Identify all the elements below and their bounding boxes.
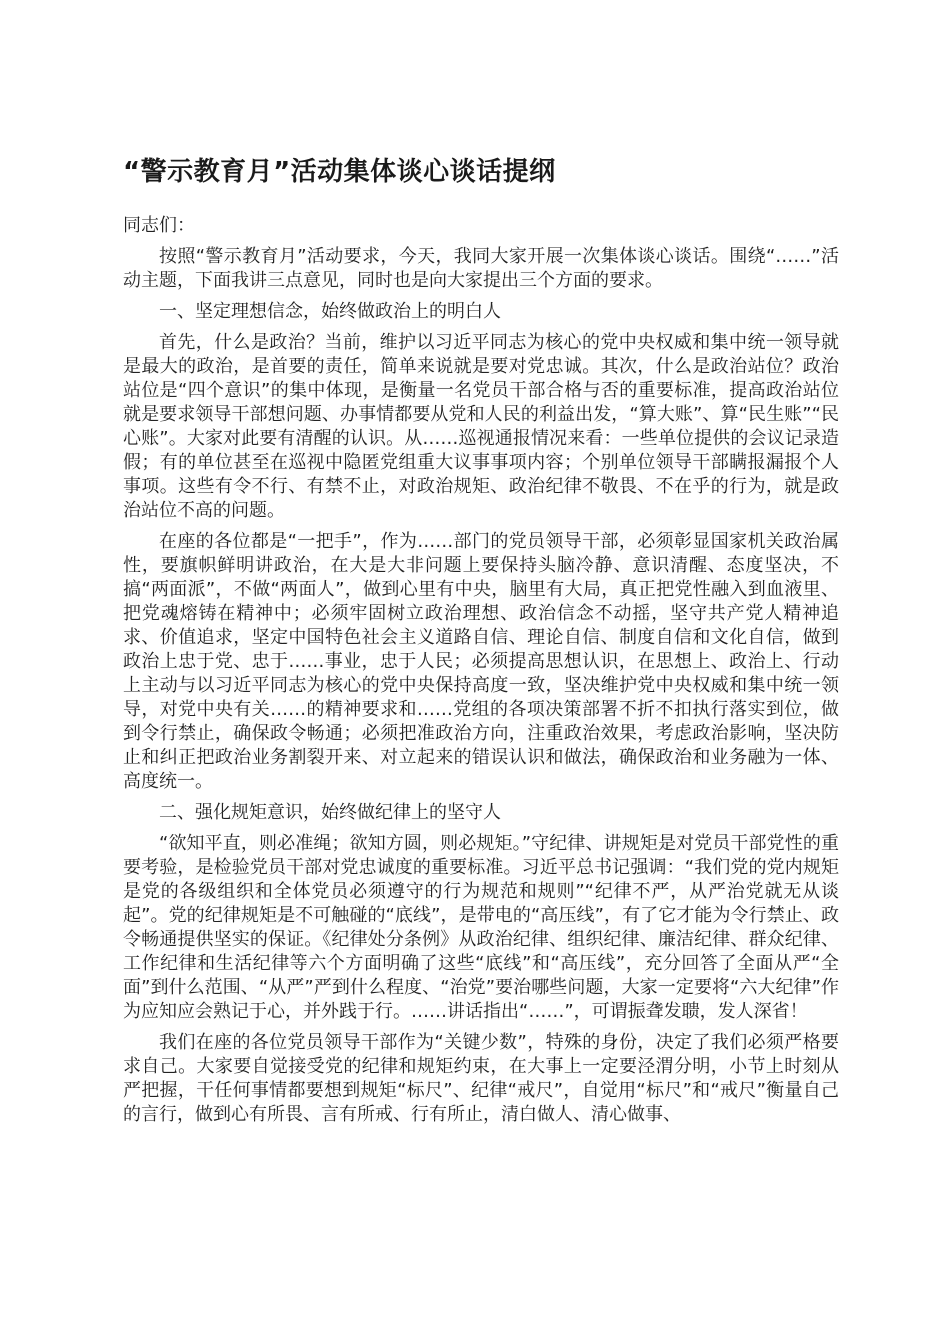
section-heading-1: 一、坚定理想信念，始终做政治上的明白人: [159, 301, 501, 322]
section-2-paragraph-2: 我们在座的各位党员领导干部作为“关键少数”，特殊的身份，决定了我们必须严格要求自己。大家要自觉接受党的纪律和规矩约束，在大事上一定要泾渭分明，小节上时刻从严把握，干任何事情都要想到规矩“标尺”、纪律“戒尺”，自觉用“标尺”和“戒尺”衡量自己的言行，做到心有所畏、言有所戒、行有所止，清白做人、清心做事、: [123, 1032, 839, 1125]
document-title: “警示教育月”活动集体谈心谈话提纲: [123, 157, 556, 187]
intro-paragraph: 按照“警示教育月”活动要求，今天，我同大家开展一次集体谈心谈话。围绕“……”活动主题，下面我讲三点意见，同时也是向大家提出三个方面的要求。: [123, 246, 839, 291]
section-1-paragraph-2: 在座的各位都是“一把手”，作为……部门的党员领导干部，必须彰显国家机关政治属性，要旗帜鲜明讲政治，在大是大非问题上要保持头脑冷静、意识清醒、态度坚决，不搞“两面派”，不做“两面人”，做到心里有中央，脑里有大局，真正把党性融入到血液里、把党魂熔铸在精神中；必须牢固树立政治理想、政治信念不动摇，坚守共产党人精神追求、价值追求，坚定中国特色社会主义道路自信、理论自信、制度自信和文化自信，做到政治上忠于党、忠于……事业，忠于人民；必须提高思想认识，在思想上、政治上、行动上主动与以习近平同志为核心的党中央保持高度一致，坚决维护党中央权威和集中统一领导，对党中央有关……的精神要求和……党组的各项决策部署不折不扣执行落实到位，做到令行禁止，确保政令畅通；必须把准政治方向，注重政治效果，考虑政治影响，坚决防止和纠正把政治业务割裂开来、对立起来的错误认识和做法，确保政治和业务融为一体、高度统一。: [123, 531, 839, 792]
document-page: [123, 150, 839, 1134]
section-heading-2: 二、强化规矩意识，始终做纪律上的坚守人: [159, 802, 501, 823]
section-2-paragraph-1: “欲知平直，则必准绳；欲知方圆，则必规矩。”守纪律、讲规矩是对党员干部党性的重要考验，是检验党员干部对党忠诚度的重要标准。习近平总书记强调：“我们党的党内规矩是党的各级组织和全体党员必须遵守的行为规范和规则”“纪律不严，从严治党就无从谈起”。党的纪律规矩是不可触碰的“底线”，是带电的“高压线”，有了它才能为令行禁止、政令畅通提供坚实的保证。《纪律处分条例》从政治纪律、组织纪律、廉洁纪律、群众纪律、工作纪律和生活纪律等六个方面明确了这些“底线”和“高压线”，充分回答了全面从严“全面”到什么范围、“从严”严到什么程度、“治党”要治哪些问题，大家一定要将“六大纪律”作为应知应会熟记于心，并外践于行。……讲话指出“……”，可谓振聋发聩，发人深省！: [123, 833, 839, 1022]
section-1-paragraph-1: 首先，什么是政治？当前，维护以习近平同志为核心的党中央权威和集中统一领导就是最大的政治，是首要的责任，简单来说就是要对党忠诚。其次，什么是政治站位？政治站位是“四个意识”的集中体现，是衡量一名党员干部合格与否的重要标准，提高政治站位就是要求领导干部想问题、办事情都要从党和人民的利益出发，“算大账”、算“民生账”“民心账”。大家对此要有清醒的认识。从……巡视通报情况来看：一些单位提供的会议记录造假；有的单位甚至在巡视中隐匿党组重大议事事项内容；个别单位领导干部瞒报漏报个人事项。这些有令不行、有禁不止，对政治规矩、政治纪律不敬畏、不在乎的行为，就是政治站位不高的问题。: [123, 332, 839, 521]
salutation: 同志们：: [123, 215, 195, 236]
